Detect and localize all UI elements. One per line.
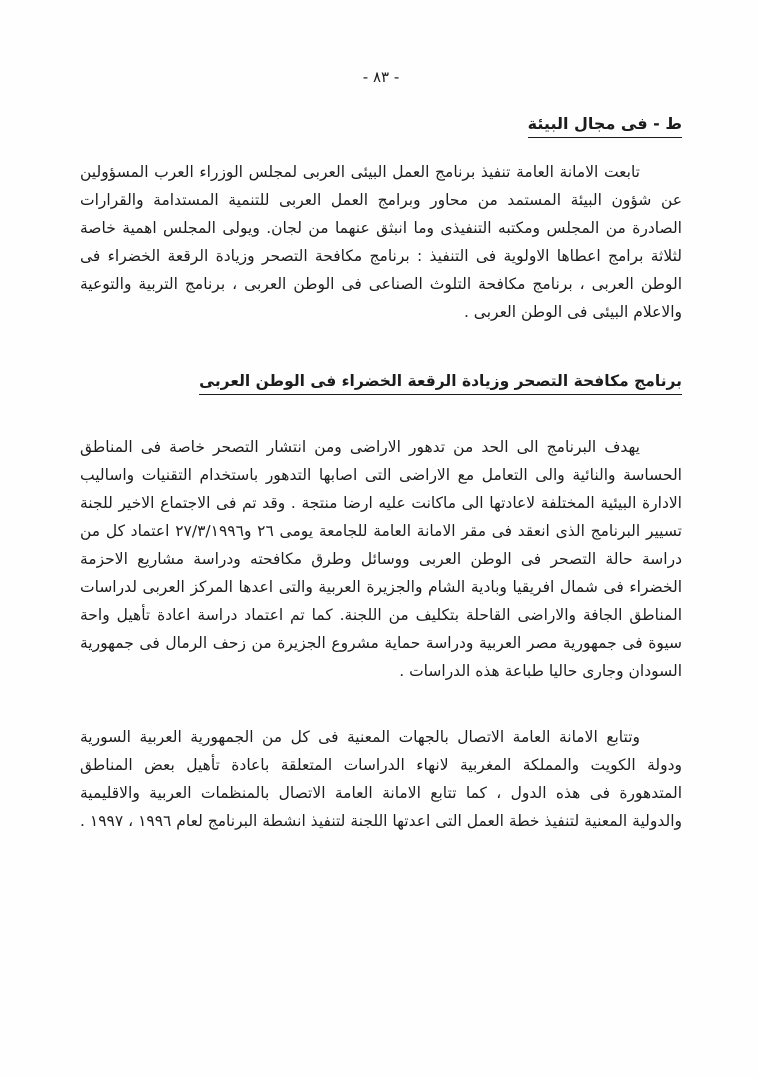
subsection-paragraph-2: وتتابع الامانة العامة الاتصال بالجهات المعنية فى كل من الجمهورية العربية السورية ودولة الكويت والمملكة المغربية لانهاء الدراسات المتعلقة باعادة تأهيل بعض المناطق المتدهورة فى هذه الدول ، كما تتابع الامانة العامة الاتصال بالمنظمات العربية والاقليمية والدولية المعنية لتنفيذ خطة العمل التى اعدتها اللجنة لتنفيذ انشطة البرنامج لعام ١٩٩٦ ، ١٩٩٧ . [80, 728, 682, 830]
subsection-heading-text: برنامج مكافحة التصحر وزيادة الرقعة الخضراء فى الوطن العربى [199, 372, 682, 395]
section-heading [80, 114, 682, 138]
subsection-paragraph-1: يهدف البرنامج الى الحد من تدهور الاراضى ومن انتشار التصحر خاصة فى المناطق الحساسة والنائية والى التعامل مع الاراضى التى اصابها التدهور باستخدام التقنيات واساليب الادارة البيئية المختلفة لاعادتها الى ماكانت عليه ارضا منتجة . وقد تم فى الاجتماع الاخير للجنة تسيير البرنامج الذى انعقد فى مقر الامانة العامة للجامعة يومى ٢٦ و٢٧/٣/١٩٩٦ اعتماد كل من دراسة حالة التصحر فى الوطن العربى ووسائل وطرق مكافحته ودراسة مشاريع الاحزمة الخضراء فى شمال افريقيا وبادية الشام والجزيرة العربية والتى اعدها المركز العربى لدراسات المناطق الجافة والاراضى القاحلة بتكليف من اللجنة. كما تم اعتماد دراسة اعادة تأهيل واحة سيوة فى جمهورية مصر العربية ودراسة حماية مشروع الجزيرة من زحف الرمال فى جمهورية السودان وجارى حاليا طباعة هذه الدراسات . [80, 438, 682, 680]
section-paragraph: تابعت الامانة العامة تنفيذ برنامج العمل البيئى العربى لمجلس الوزراء العرب المسؤولين عن شؤون البيئة المستمد من محاور وبرامج العمل العربى للتنمية المستدامة والقرارات الصادرة من المجلس ومكتبه التنفيذى وما انبثق عنهما من لجان. ويولى المجلس اهمية خاصة لثلاثة برامج اعطاها الاولوية فى التنفيذ : برنامج مكافحة التصحر وزيادة الرقعة الخضراء فى الوطن العربى ، برنامج مكافحة التلوث الصناعى فى الوطن العربى ، برنامج التربية والتوعية والاعلام البيئى فى الوطن العربى . [80, 163, 682, 321]
section-heading-text: ط - فى مجال البيئة [528, 114, 682, 138]
page-number: - ٨٣ - [362, 68, 400, 86]
subsection-heading [80, 372, 682, 395]
